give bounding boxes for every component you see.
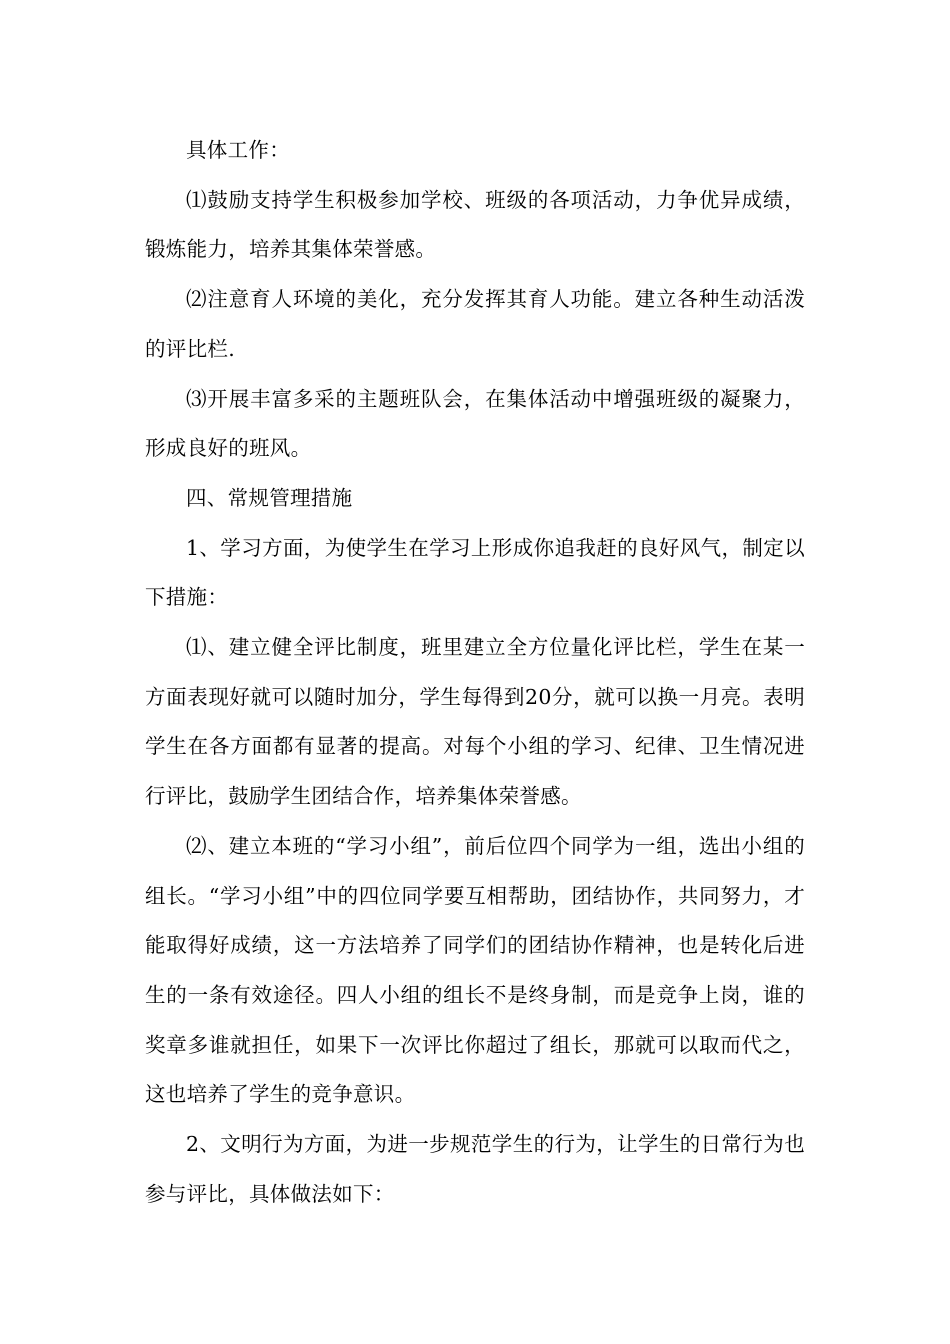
document-body bbox=[145, 126, 805, 1219]
paragraph-evaluation-system: ⑴、建立健全评比制度，班里建立全方位量化评比栏，学生在某一方面表现好就可以随时加分，学生每得到20分，就可以换一月亮。表明学生在各方面都有显著的提高。对每个小组的学习、纪律、卫生情况进行评比，鼓励学生团结合作，培养集体荣誉感。 bbox=[145, 635, 805, 809]
paragraph-item-1: ⑴鼓励支持学生积极参加学校、班级的各项活动，力争优异成绩，锻炼能力，培养其集体荣誉感。 bbox=[145, 187, 805, 262]
paragraph-civil-behavior: 2、文明行为方面，为进一步规范学生的行为，让学生的日常行为也参与评比，具体做法如下： bbox=[145, 1132, 805, 1206]
paragraph-item-3: ⑶开展丰富多采的主题班队会，在集体活动中增强班级的凝聚力，形成良好的班风。 bbox=[145, 386, 805, 461]
paragraph-item-2: ⑵注意育人环境的美化，充分发挥其育人功能。建立各种生动活泼的评比栏. bbox=[145, 287, 805, 361]
paragraph-study-groups: ⑵、建立本班的“学习小组”，前后位四个同学为一组，选出小组的组长。“学习小组”中的四位同学要互相帮助，团结协作，共同努力，才能取得好成绩，这一方法培养了同学们的团结协作精神，也是转化后进生的一条有效途径。四人小组的组长不是终身制，而是竞争上岗，谁的奖章多谁就担任，如果下一次评比你超过了组长，那就可以取而代之，这也培养了学生的竞争意识。 bbox=[145, 833, 805, 1107]
paragraph-work-heading: 具体工作： bbox=[186, 138, 290, 162]
section-heading-routine-management: 四、常规管理措施 bbox=[186, 485, 353, 510]
paragraph-study-measures: 1、学习方面，为使学生在学习上形成你追我赶的良好风气，制定以下措施： bbox=[145, 535, 805, 610]
